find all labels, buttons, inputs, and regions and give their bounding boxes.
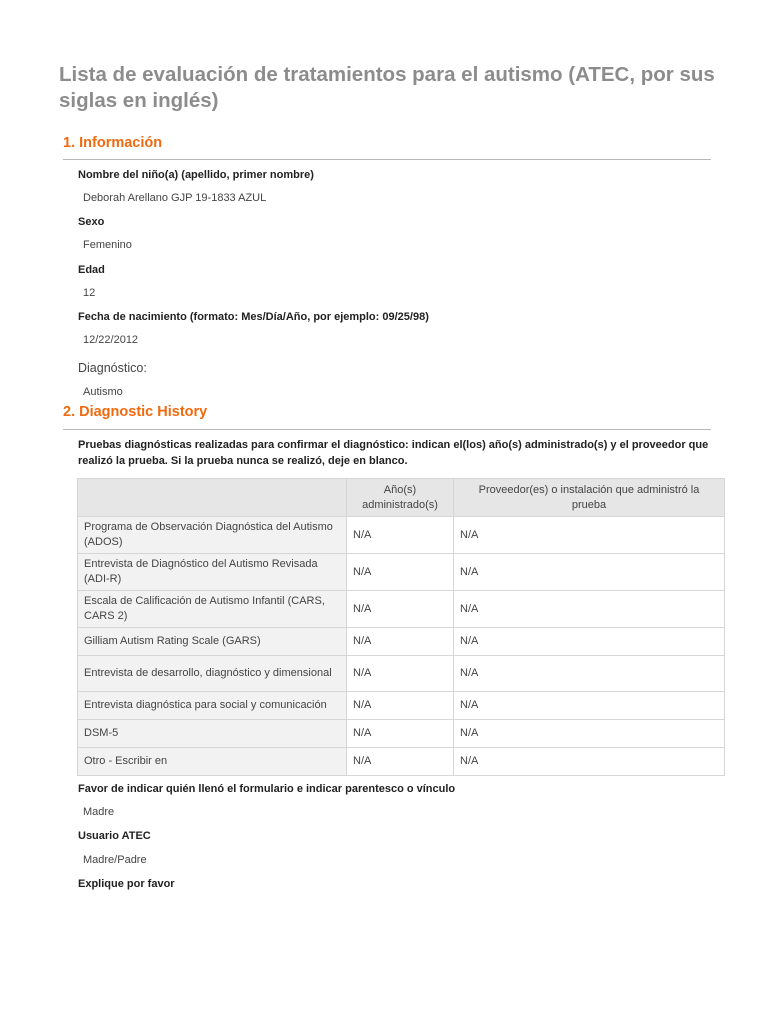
field-value-diagnosis: Autismo [83,386,123,398]
field-label-age: Edad [78,264,105,276]
test-years: N/A [347,517,454,554]
test-provider: N/A [454,692,725,720]
field-label-birthdate: Fecha de nacimiento (formato: Mes/Día/Año, por ejemplo: 09/25/98) [78,311,429,323]
table-header-provider: Proveedor(es) o instalación que administró la prueba [454,479,725,517]
diagnostic-intro-text: Pruebas diagnósticas realizadas para confirmar el diagnóstico: indican el(los) año(s) administrado(s) y el proveedor que realizó la prueba. Si la prueba nunca se realizó, deje en blanco. [78,439,709,467]
section-divider [63,159,711,160]
test-provider: N/A [454,656,725,692]
table-row [78,517,725,554]
test-years: N/A [347,692,454,720]
test-provider: N/A [454,554,725,591]
table-header-test [78,479,347,517]
table-row [78,656,725,692]
test-years: N/A [347,591,454,628]
test-provider: N/A [454,748,725,776]
field-value-child-name: Deborah Arellano GJP 19-1833 AZUL [83,192,267,204]
section-divider [63,429,711,430]
field-label-form-filler: Favor de indicar quién llenó el formulario e indicar parentesco o vínculo [78,783,456,795]
test-name: DSM-5 [78,720,347,748]
test-name: Escala de Calificación de Autismo Infantil (CARS, CARS 2) [78,591,347,628]
table-row [78,591,725,628]
diagnostic-tests-table [77,478,725,776]
test-years: N/A [347,748,454,776]
field-label-child-name: Nombre del niño(a) (apellido, primer nombre) [78,169,314,181]
section-header-diagnostic-history: 2. Diagnostic History [63,404,208,420]
field-value-atec-user: Madre/Padre [83,854,147,866]
field-label-explain: Explique por favor [78,878,175,890]
test-name: Entrevista de desarrollo, diagnóstico y dimensional [78,656,347,692]
field-label-sex: Sexo [78,216,105,228]
test-name: Otro - Escribir en [78,748,347,776]
field-value-sex: Femenino [83,239,132,251]
test-years: N/A [347,720,454,748]
section-header-informacion: 1. Información [63,135,163,151]
test-years: N/A [347,554,454,591]
test-years: N/A [347,656,454,692]
field-label-atec-user: Usuario ATEC [78,830,151,842]
field-label-diagnosis: Diagnóstico: [78,361,147,375]
test-years: N/A [347,628,454,656]
test-name: Entrevista diagnóstica para social y comunicación [78,692,347,720]
table-row [78,748,725,776]
test-provider: N/A [454,591,725,628]
test-name: Gilliam Autism Rating Scale (GARS) [78,628,347,656]
page-title: Lista de evaluación de tratamientos para el autismo (ATEC, por sus siglas en inglés) [59,63,715,112]
test-provider: N/A [454,720,725,748]
table-row [78,554,725,591]
field-value-birthdate: 12/22/2012 [83,334,139,346]
test-name: Programa de Observación Diagnóstica del Autismo (ADOS) [78,517,347,554]
table-header-years: Año(s) administrado(s) [347,479,454,517]
field-value-form-filler: Madre [83,806,115,818]
field-value-age: 12 [83,287,96,299]
table-row [78,692,725,720]
test-name: Entrevista de Diagnóstico del Autismo Revisada (ADI-R) [78,554,347,591]
test-provider: N/A [454,628,725,656]
test-provider: N/A [454,517,725,554]
table-row [78,720,725,748]
table-row [78,628,725,656]
